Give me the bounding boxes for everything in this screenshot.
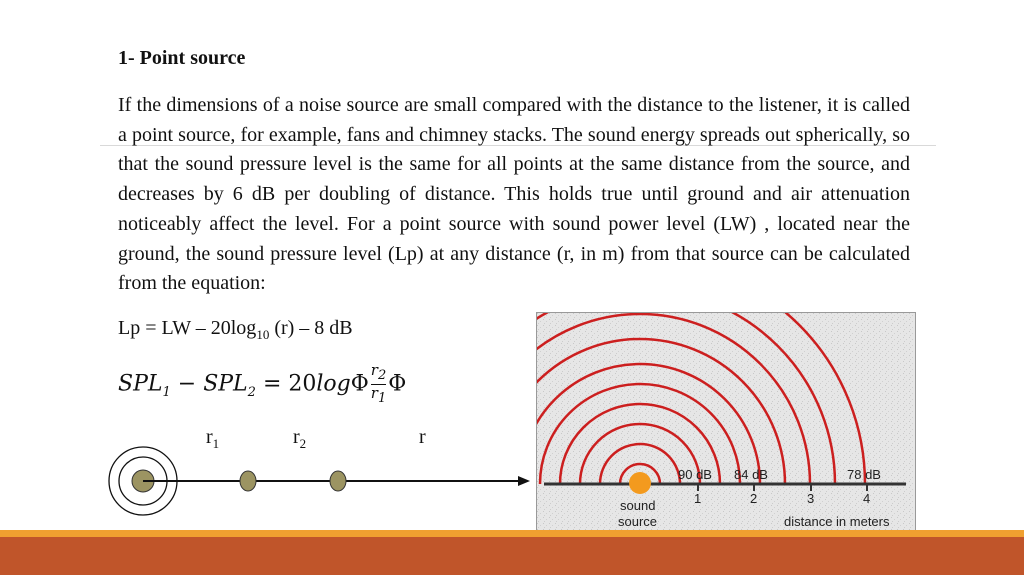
equation-spl — [118, 362, 406, 407]
eq2-fraction — [371, 362, 386, 407]
equation-lp-prefix: Lp = LW – 20log — [118, 317, 257, 339]
eq2-num-r: r — [370, 361, 378, 379]
eq2-denominator — [371, 385, 386, 407]
sound-spreading-figure — [536, 312, 916, 542]
eq2-spl1: SPL — [118, 371, 163, 397]
tick-label-3: 3 — [807, 491, 815, 506]
label-78db: 78 dB — [847, 467, 881, 482]
section-heading: 1- Point source — [118, 47, 246, 69]
axis-label: distance in meters — [784, 514, 890, 529]
label-90db: 90 dB — [678, 467, 712, 482]
label-r1-text: r — [206, 426, 213, 448]
receiver-dot-r2 — [330, 471, 346, 491]
eq2-sub2: 2 — [247, 384, 256, 400]
label-r1-sub: 1 — [212, 436, 220, 451]
tick-label-1: 1 — [694, 491, 702, 506]
tick-label-4: 4 — [863, 491, 871, 506]
equation-lp — [118, 317, 353, 343]
sound-source-dot — [629, 472, 651, 494]
point-source-schematic — [100, 440, 540, 530]
eq2-bracket-close: Φ — [388, 371, 407, 397]
eq2-log: log — [316, 371, 351, 397]
label-r: r — [419, 426, 426, 448]
eq2-sub1: 1 — [162, 384, 171, 400]
eq2-num-sub: 2 — [377, 368, 387, 383]
label-r2-text: r — [293, 426, 300, 448]
eq2-minus: − — [170, 371, 204, 397]
footer-bar — [0, 537, 1024, 575]
equation-lp-suffix: (r) – 8 dB — [269, 317, 353, 339]
eq2-spl2: SPL — [203, 371, 248, 397]
eq2-numerator — [371, 362, 386, 385]
receiver-dot-r1 — [240, 471, 256, 491]
eq2-den-sub: 1 — [377, 391, 387, 406]
label-r2-sub: 2 — [299, 436, 307, 451]
arrow-head — [518, 476, 530, 486]
equation-lp-subscript: 10 — [256, 327, 270, 342]
eq2-den-r: r — [370, 384, 378, 402]
source-label-line1: sound — [620, 498, 656, 513]
body-paragraph: If the dimensions of a noise source are small compared with the distance to the listener, it is called a point source, for example, fans and chimney stacks. The sound energy spreads out spherically, so that the sound pressure level is the same for all points at the same distance from the source, and decreases by 6 dB per doubling of distance. This holds true until ground and air attenuation noticeably affect the level. For a point source with sound power level (LW) , located near the ground, the sound pressure level (Lp) at any distance (r, in m) from that source can be calculated from the equation: — [118, 94, 910, 295]
tick-label-2: 2 — [750, 491, 758, 506]
label-84db: 84 dB — [734, 467, 768, 482]
eq2-bracket-open: Φ — [350, 371, 369, 397]
source-label-line2: source — [618, 514, 658, 529]
eq2-equals: = 20 — [255, 371, 317, 397]
footer-accent-bar — [0, 530, 1024, 537]
